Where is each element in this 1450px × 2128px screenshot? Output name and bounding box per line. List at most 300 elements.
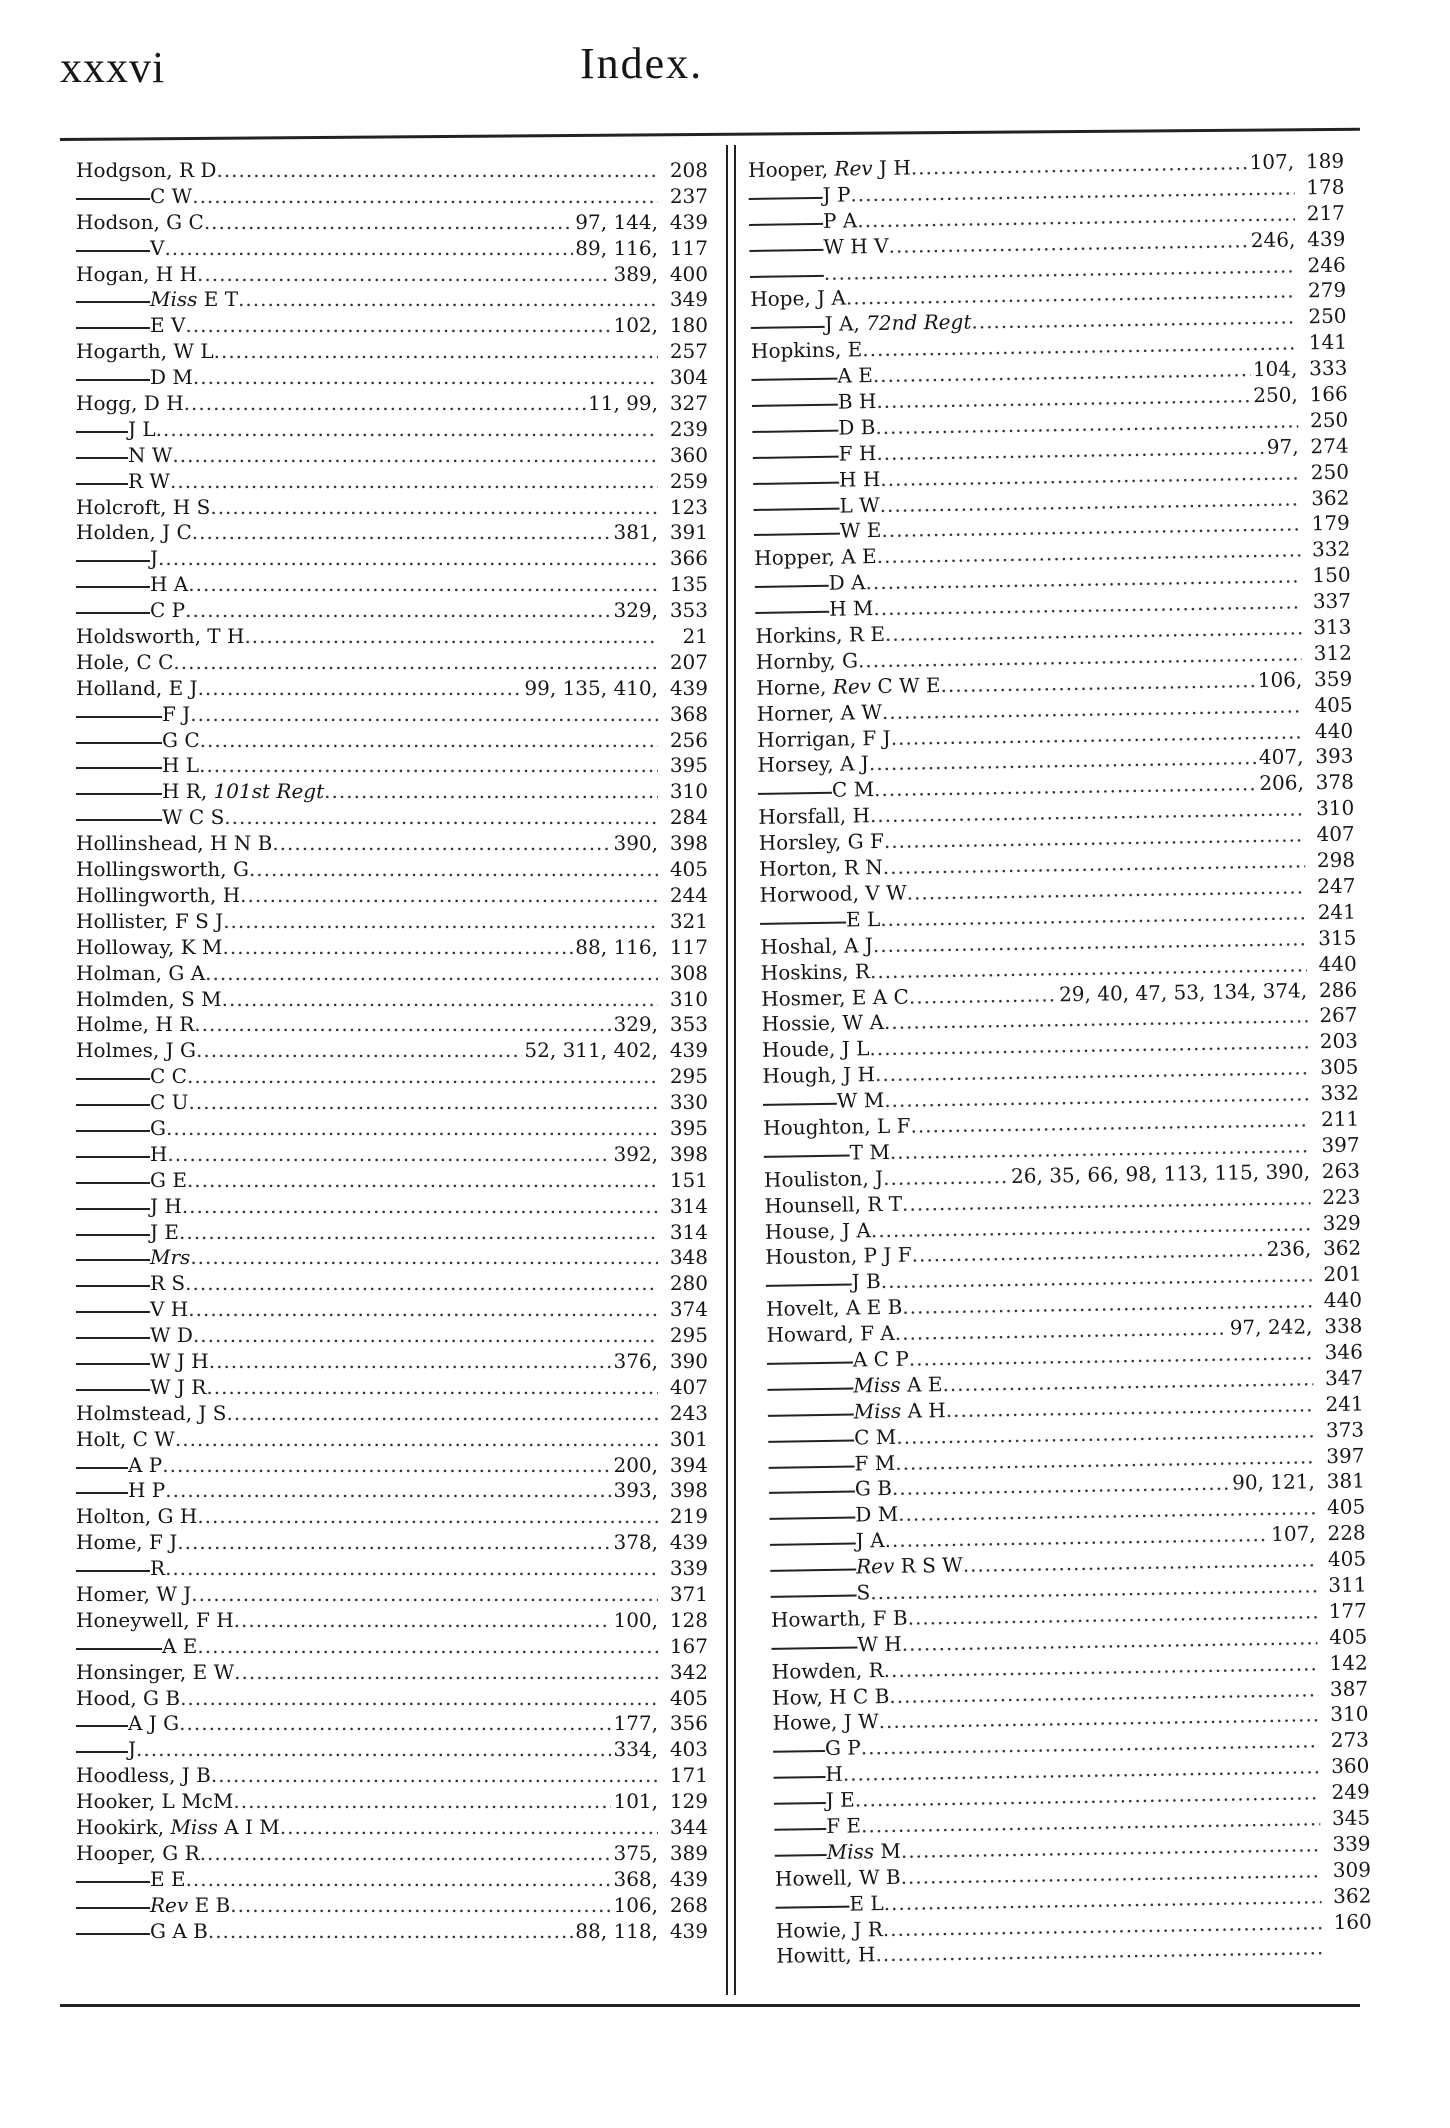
repeat-name-dash: [76, 574, 150, 588]
entry-name-text: R S W: [900, 1552, 963, 1578]
entry-name: [76, 1608, 234, 1634]
entry-last-page: 177: [1328, 1598, 1368, 1623]
column-divider: [726, 145, 736, 1995]
index-entry: [76, 650, 708, 676]
entry-last-page: 366: [669, 546, 708, 571]
entry-name: [150, 1168, 187, 1194]
index-entry: [76, 1090, 708, 1116]
entry-name: [128, 1478, 165, 1504]
entry-name: [76, 158, 216, 184]
entry-last-page: 179: [1311, 511, 1350, 536]
entry-last-page: 439: [669, 1866, 708, 1891]
entry-last-page: 330: [669, 1090, 708, 1115]
dot-leader: [188, 1297, 658, 1323]
entry-last-page: 374: [669, 1297, 708, 1322]
repeat-name-dash: [767, 1375, 853, 1390]
entry-name: [76, 339, 214, 365]
repeat-name-dash: [76, 807, 162, 821]
entry-last-page: 362: [1332, 1883, 1372, 1908]
entry-name: [76, 831, 272, 857]
entry-page-refs: 376,: [613, 1348, 658, 1373]
entry-name: [822, 182, 850, 208]
entry-last-page: 135: [669, 572, 708, 597]
dot-leader: [244, 624, 658, 650]
entry-name-text: H H: [838, 466, 881, 492]
entry-name: [765, 1243, 912, 1271]
repeat-name-dash: [753, 495, 839, 510]
entry-page-refs: 88, 118,: [575, 1918, 658, 1943]
page-number: xxxvi: [60, 43, 166, 92]
entry-name-text: J: [128, 1737, 137, 1762]
entry-name-text: Hounsell, R T: [764, 1191, 903, 1218]
entry-last-page: 286: [1318, 977, 1358, 1002]
entry-name: [76, 1038, 196, 1064]
entry-name: [772, 1684, 890, 1712]
entry-name: [849, 1140, 890, 1167]
entry-title-prefix: Rev: [855, 1553, 895, 1579]
entry-name: [756, 673, 941, 702]
dot-leader: [193, 1323, 658, 1349]
entry-last-page: 337: [1312, 588, 1352, 614]
entry-last-page: 381: [1326, 1468, 1366, 1494]
index-entry: [76, 728, 708, 754]
entry-name-text: F E: [826, 1813, 862, 1838]
entry-name: [759, 855, 883, 883]
entry-name: [150, 1323, 193, 1349]
dot-leader: [173, 650, 658, 676]
entry-name: [150, 1893, 230, 1919]
repeat-name-dash: [753, 469, 839, 484]
dot-leader: [224, 805, 658, 831]
index-entry: [76, 935, 708, 961]
dot-leader: [249, 857, 658, 883]
entry-name-text: R W: [128, 468, 170, 493]
index-entry: [76, 1737, 708, 1763]
entry-name-text: N W: [128, 442, 173, 467]
dot-leader: [158, 546, 658, 572]
entry-last-page: 217: [1306, 200, 1346, 226]
index-entry: [76, 909, 708, 935]
entry-name-text: R: [150, 1556, 166, 1581]
entry-page-refs: 368,: [613, 1866, 658, 1891]
entry-name-text: Howard, F A: [766, 1320, 895, 1347]
entry-name: [76, 1763, 211, 1789]
entry-last-page: 403: [669, 1737, 708, 1762]
index-entry: [76, 210, 708, 236]
entry-last-page: 407: [669, 1374, 708, 1399]
entry-last-page: 314: [669, 1219, 708, 1244]
entry-name-text: Holmes, J G: [76, 1038, 197, 1063]
entry-last-page: 166: [1309, 381, 1348, 407]
index-entry: [76, 1504, 708, 1530]
repeat-name-dash: [758, 780, 832, 795]
entry-name: [823, 208, 858, 234]
dot-leader: [162, 1453, 611, 1479]
entry-name: [764, 1191, 902, 1219]
index-entry: [76, 624, 708, 650]
entry-last-page: 310: [669, 779, 708, 804]
repeat-name-dash: [770, 1557, 856, 1572]
repeat-name-dash: [76, 1118, 150, 1132]
entry-name: [150, 1375, 206, 1401]
entry-name-text: P A: [822, 208, 858, 233]
entry-name-text: Hoshal, A J: [760, 932, 874, 959]
entry-name: [162, 779, 324, 805]
entry-page-refs: 334,: [613, 1737, 658, 1762]
index-entry: [76, 1556, 708, 1582]
entry-name: [829, 596, 874, 623]
entry-last-page: 219: [669, 1504, 708, 1529]
repeat-name-dash: [76, 600, 150, 614]
entry-page-refs: 378,: [613, 1530, 658, 1555]
entry-last-page: 250: [1309, 407, 1349, 433]
entry-name-text: Hoskins, R: [760, 958, 871, 985]
repeat-name-dash: [76, 1480, 128, 1494]
index-entry: [76, 469, 708, 495]
entry-last-page: 309: [1332, 1857, 1372, 1882]
entry-name: [76, 650, 173, 676]
repeat-name-dash: [76, 445, 128, 459]
dot-leader: [136, 1737, 611, 1763]
entry-name-text: A H: [907, 1397, 946, 1423]
index-entry: [76, 1453, 708, 1479]
index-entry: [76, 1038, 708, 1064]
entry-last-page: 359: [1313, 666, 1353, 691]
entry-name: [76, 495, 210, 521]
entry-name: [128, 1711, 179, 1737]
entry-last-page: 207: [669, 649, 708, 674]
entry-last-page: 160: [1333, 1908, 1372, 1934]
entry-name-text: Hornby, G: [755, 648, 859, 674]
repeat-name-dash: [754, 521, 840, 536]
entry-name-text: A E: [837, 363, 874, 388]
dot-leader: [234, 1660, 658, 1686]
repeat-name-dash: [755, 573, 829, 588]
entry-last-page: 315: [1317, 925, 1357, 950]
entry-name-text: F M: [854, 1450, 896, 1476]
entry-name: [776, 1943, 876, 1970]
page-title: Index.: [580, 39, 704, 88]
repeat-name-dash: [752, 418, 838, 433]
index-entry: [76, 495, 708, 521]
entry-name-text: J A,: [824, 311, 860, 337]
dot-leader: [166, 1116, 658, 1142]
entry-name: [150, 1090, 189, 1116]
repeat-name-dash: [774, 1790, 826, 1805]
repeat-name-dash: [749, 236, 823, 251]
dot-leader: [216, 158, 658, 184]
entry-name: [128, 417, 156, 443]
entry-name-text: Hodson, G C: [76, 209, 204, 234]
entry-name-text: W H: [857, 1631, 902, 1657]
repeat-name-dash: [767, 1349, 853, 1364]
entry-name-text: Howe, J W: [772, 1709, 879, 1736]
index-entry: [76, 1815, 708, 1841]
entry-name-text: Honeywell, F H: [76, 1607, 234, 1632]
entry-name-text: L W: [839, 492, 880, 518]
entry-name-text: H M: [828, 596, 874, 621]
entry-last-page: 397: [1326, 1443, 1365, 1468]
entry-name-text: G B: [854, 1476, 893, 1501]
repeat-name-dash: [76, 1377, 150, 1391]
entry-name-text: A P: [128, 1452, 163, 1477]
entry-last-page: 171: [669, 1763, 708, 1788]
entry-last-page: 347: [1324, 1365, 1364, 1390]
entry-page-refs: 390,: [613, 831, 658, 856]
repeat-name-dash: [76, 1869, 150, 1883]
entry-page-refs: 89, 116,: [575, 235, 658, 260]
entry-name: [855, 1476, 892, 1502]
dot-leader: [200, 728, 658, 754]
index-entry: [76, 1116, 708, 1142]
entry-page-refs: 106,: [613, 1892, 658, 1917]
entry-last-page: 180: [669, 313, 708, 338]
repeat-name-dash: [76, 1170, 150, 1184]
entry-name: [162, 728, 200, 754]
entry-name-text: Holmstead, J S: [76, 1400, 227, 1425]
dot-leader: [192, 520, 612, 546]
entry-name-text: H P: [128, 1478, 166, 1503]
entry-name-text: J: [150, 546, 159, 571]
repeat-name-dash: [750, 262, 824, 277]
entry-name-text: H A: [150, 572, 189, 597]
dot-leader: [200, 1841, 612, 1867]
entry-name: [856, 1580, 870, 1606]
dot-leader: [164, 236, 573, 262]
dot-leader: [175, 1427, 658, 1453]
entry-name-text: A J G: [128, 1711, 180, 1736]
entry-last-page: 312: [1313, 640, 1353, 666]
index-entry: [76, 702, 708, 728]
entry-name: [76, 909, 223, 935]
index-entry: [76, 987, 708, 1013]
entry-name: [150, 1245, 190, 1271]
entry-name: [76, 520, 192, 546]
repeat-name-dash: [755, 599, 829, 614]
index-entry: [76, 158, 708, 184]
dot-leader: [197, 1634, 658, 1660]
entry-name-text: W J R: [150, 1374, 207, 1399]
repeat-name-dash: [76, 548, 150, 562]
dot-leader: [230, 1893, 611, 1919]
entry-last-page: 407: [1316, 821, 1355, 847]
index-entry: [76, 339, 708, 365]
index-column-left: [76, 158, 708, 1944]
entry-last-page: 339: [669, 1556, 708, 1581]
dot-leader: [180, 1686, 658, 1712]
index-entry: [76, 1427, 708, 1453]
entry-name-text: C P: [150, 598, 186, 623]
dot-leader: [199, 753, 658, 779]
entry-name: [128, 1737, 136, 1763]
index-entry: [76, 184, 708, 210]
entry-name: [76, 676, 198, 702]
entry-name-text: Hovelt, A E B: [765, 1294, 903, 1322]
entry-name: [128, 1453, 162, 1479]
entry-last-page: 353: [669, 598, 708, 623]
index-entry: [76, 262, 708, 288]
entry-last-page: 348: [669, 1245, 708, 1270]
entry-name-text: Homer, W J: [76, 1581, 192, 1606]
index-entry: [76, 676, 708, 702]
entry-name-text: E V: [150, 313, 186, 338]
entry-name-text: Horwood, V W: [759, 880, 907, 907]
entry-name-text: C W E: [877, 672, 941, 698]
entry-last-page: 362: [1322, 1235, 1362, 1261]
entry-page-refs: 107,: [1270, 1521, 1316, 1547]
entry-name-text: Howell, W B: [774, 1864, 901, 1891]
entry-name-text: G C: [162, 727, 200, 752]
index-entry: [76, 572, 708, 598]
dot-leader: [182, 1194, 658, 1220]
entry-name: [150, 1297, 188, 1323]
entry-last-page: 368: [669, 701, 708, 726]
entry-name-text: Holland, E J: [76, 675, 198, 700]
repeat-name-dash: [76, 1299, 150, 1313]
entry-name-text: Houde, J L: [761, 1036, 870, 1063]
index-entry: [76, 1012, 708, 1038]
entry-last-page: 247: [1317, 873, 1356, 899]
dot-leader: [204, 210, 573, 236]
entry-name: [750, 286, 846, 313]
entry-name: [825, 1736, 861, 1762]
entry-last-page: 339: [1332, 1831, 1371, 1856]
entry-name: [150, 313, 185, 339]
entry-name-text: Houston, P J F: [765, 1242, 912, 1270]
dot-leader: [191, 1582, 658, 1608]
entry-name-text: Horkins, R E: [755, 621, 886, 648]
entry-name: [76, 1582, 191, 1608]
index-entry: [76, 1634, 708, 1660]
index-entry: [76, 417, 708, 443]
index-entry: [76, 1608, 708, 1634]
entry-last-page: 189: [1305, 148, 1345, 174]
entry-name-text: A E: [906, 1371, 943, 1397]
entry-name-text: B H: [837, 389, 877, 414]
entry-page-refs: 329,: [613, 1012, 658, 1037]
entry-page-refs: 52, 311, 402,: [524, 1038, 658, 1063]
entry-last-page: 332: [1311, 536, 1351, 562]
entry-last-page: 373: [1325, 1417, 1365, 1442]
entry-last-page: 274: [1310, 433, 1349, 458]
entry-last-page: 398: [669, 1478, 708, 1503]
entry-name-text: Home, F J: [76, 1530, 178, 1555]
entry-last-page: 393: [1315, 744, 1354, 769]
entry-last-page: 239: [669, 416, 708, 441]
entry-name: [757, 752, 869, 780]
dot-leader: [193, 365, 658, 391]
dot-leader: [184, 391, 586, 417]
index-entry: [76, 443, 708, 469]
entry-last-page: 241: [1325, 1391, 1364, 1416]
entry-last-page: 389: [669, 1840, 708, 1865]
entry-name: [771, 1606, 908, 1634]
repeat-name-dash: [769, 1479, 855, 1494]
entry-name: [755, 622, 885, 650]
entry-name-text: Honsinger, E W: [76, 1659, 235, 1684]
entry-name: [760, 933, 873, 961]
entry-last-page: 346: [1324, 1339, 1364, 1365]
repeat-name-dash: [749, 211, 823, 226]
entry-name-text: Houghton, L F: [763, 1113, 911, 1140]
entry-last-page: 142: [1329, 1650, 1368, 1675]
repeat-name-dash: [768, 1427, 854, 1442]
repeat-name-dash: [76, 1222, 150, 1236]
entry-name: [150, 1064, 187, 1090]
entry-title-prefix: Miss: [853, 1398, 902, 1424]
repeat-name-dash: [76, 1895, 150, 1909]
entry-name-text: Horner, A W: [756, 699, 883, 726]
dot-leader: [196, 1038, 522, 1064]
entry-name-text: D A: [828, 570, 866, 596]
dot-leader: [909, 982, 1058, 1010]
entry-name: [838, 389, 877, 416]
entry-name: [150, 1194, 182, 1220]
repeat-name-dash: [76, 781, 162, 795]
entry-name: [76, 1530, 177, 1556]
entry-name: [856, 1553, 963, 1581]
entry-name: [76, 857, 249, 883]
index-entry: [76, 1919, 708, 1945]
entry-last-page: 117: [669, 235, 708, 260]
entry-page-refs: 99, 135, 410,: [524, 675, 658, 700]
entry-name-text: A C P: [852, 1346, 909, 1372]
index-entry: [76, 1893, 708, 1919]
entry-name-text: Hollister, F S J: [76, 908, 224, 933]
entry-name: [76, 1401, 227, 1427]
repeat-name-dash: [76, 1066, 150, 1080]
dot-leader: [280, 1815, 658, 1841]
entry-last-page: 241: [1317, 899, 1357, 924]
index-entry: [76, 313, 708, 339]
entry-page-refs: 88, 116,: [575, 934, 658, 959]
entry-name: [150, 1556, 165, 1582]
index-entry: [76, 1711, 708, 1737]
entry-last-page: 439: [669, 209, 708, 234]
entry-name: [758, 803, 870, 831]
entry-name-text: F J: [162, 701, 191, 726]
entry-name: [854, 1450, 895, 1477]
index-entry: [76, 857, 708, 883]
dot-leader: [209, 1349, 612, 1375]
entry-name-text: Hole, C C: [76, 649, 174, 674]
dot-leader: [211, 1763, 658, 1789]
entry-last-page: 439: [1306, 226, 1346, 251]
repeat-name-dash: [76, 1558, 150, 1572]
repeat-name-dash: [771, 1634, 857, 1649]
repeat-name-dash: [76, 238, 150, 252]
entry-name: [76, 883, 240, 909]
entry-name-text: Horsley, G F: [758, 829, 885, 856]
entry-name: [828, 570, 865, 596]
entry-page-refs: 375,: [613, 1840, 658, 1865]
entry-page-refs: 26, 35, 66, 98, 113, 115, 390,: [1010, 1159, 1311, 1188]
entry-page-refs: 11, 99,: [588, 391, 658, 416]
entry-name: [839, 493, 880, 520]
entry-name: [849, 1891, 884, 1917]
entry-name: [76, 1504, 197, 1530]
repeat-name-dash: [750, 314, 824, 329]
repeat-name-dash: [768, 1401, 854, 1416]
entry-name: [756, 648, 858, 675]
dot-leader: [179, 1220, 658, 1246]
entry-name: [150, 287, 238, 313]
entry-last-page: 311: [1328, 1572, 1367, 1598]
entry-last-page: 150: [1312, 562, 1351, 588]
repeat-name-dash: [76, 186, 150, 200]
entry-last-page: 405: [1314, 692, 1353, 717]
repeat-name-dash: [774, 1816, 826, 1831]
